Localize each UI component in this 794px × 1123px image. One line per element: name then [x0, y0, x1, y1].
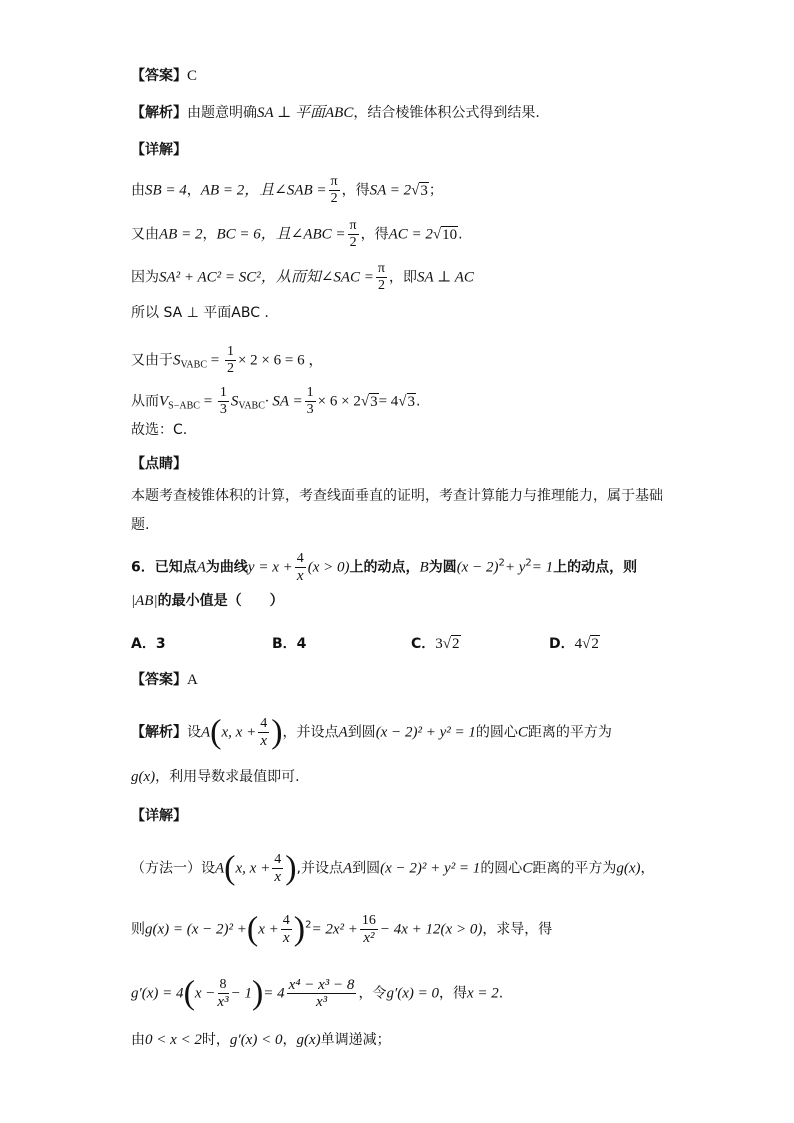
text: 又由于	[131, 352, 173, 369]
p5-detail-line1	[131, 174, 443, 207]
text: 为圆	[428, 559, 457, 576]
math: (x − 2)² + y² = 1	[375, 724, 476, 741]
math: x −	[194, 985, 216, 1002]
math: y = x +	[247, 559, 293, 576]
sqrt: √2	[582, 636, 599, 652]
p6-analysis-line2	[131, 767, 300, 787]
p5-answer-line	[131, 66, 197, 86]
p6-detail-heading	[131, 806, 187, 826]
p6-question-line1	[131, 551, 637, 584]
text: 由	[131, 1032, 145, 1048]
fraction	[348, 218, 359, 251]
text: ，得	[360, 226, 389, 243]
p6-analysis-line1: 【解析】设A(x, x + $\frac{4}{x}$ )，并设点A到圆(x − 2)² + y² = 1的圆心C距离的平方为	[131, 713, 612, 751]
numerator: 8	[219, 977, 227, 992]
p6-detail-line2: 则g(x) = (x − 2)² +(x + $\frac{4}{x}$ )$^2$= 2x² + $\frac{16}{\text{x²}}$ − 4x + 12(x > 0)，求导，得	[131, 910, 553, 948]
fraction	[329, 174, 340, 207]
numerator: 16	[361, 913, 376, 928]
math: S	[173, 352, 181, 369]
fraction	[281, 913, 292, 946]
p5-analysis-line	[131, 103, 540, 123]
p5-detail-line6: 从而$V_{S-ABC}$ = $\frac{1}{3}$ $S_{VABC}\cdot$ SA = $\frac{1}{3}$ × 6 × 2√3= 4√3.	[131, 385, 421, 417]
fraction	[225, 344, 236, 377]
text: 单调递减；	[320, 1032, 391, 1048]
p5-comment-heading	[131, 454, 187, 474]
text: 上的动点，则	[553, 559, 638, 576]
p5-detail-line2	[131, 218, 463, 251]
math: 4	[574, 636, 583, 652]
fraction	[258, 716, 269, 749]
text: ，	[186, 182, 201, 199]
numerator: π	[330, 174, 338, 189]
numerator: 4	[274, 852, 282, 867]
p6-detail-line1: （方法一）设A(x, x + $\frac{4}{x}$ ),并设点A到圆(x − 2)² + y² = 1的圆心C距离的平方为g(x)，	[131, 849, 655, 887]
math: SA ⊥ AC	[417, 269, 474, 286]
analysis-label: 【解析】	[131, 105, 187, 121]
math: · SA =	[264, 393, 303, 410]
p5-comment-line1	[131, 486, 663, 506]
math: AB = 2	[200, 182, 245, 199]
math: g(x)	[296, 1032, 321, 1048]
math: SA² + AC² = SC²	[159, 269, 261, 286]
math: × 2 × 6 = 6 ，	[237, 352, 324, 369]
math: BC = 6	[216, 226, 261, 243]
numerator: 1	[306, 385, 314, 400]
p5-answer-value: C	[187, 68, 198, 84]
denominator: 3	[219, 402, 227, 417]
math: = 2x² +	[311, 921, 358, 938]
subscript: S−ABC	[168, 400, 200, 412]
text: 为曲线	[205, 559, 248, 576]
radicand: 3	[420, 182, 428, 199]
numerator: 4	[282, 913, 290, 928]
denominator: 2	[349, 235, 357, 250]
text: 6．已知点	[131, 559, 197, 576]
text: ，令	[358, 985, 387, 1002]
sqrt: √3	[398, 393, 416, 410]
p6-detail-line3: g′(x) = 4(x − $\frac{8}{\text{x³}}$ − 1)= 4 $\frac{\text{x⁴ − x³ − 8}}{\text{x³}}$ ，令g′(x) = 0，得x = 2.	[131, 974, 504, 1012]
numerator: 4	[260, 716, 268, 731]
text: ，	[640, 860, 655, 877]
math: x +	[258, 921, 279, 938]
denominator: x	[282, 930, 290, 946]
text: 设	[187, 724, 201, 741]
analysis-label: 【解析】	[131, 724, 187, 741]
math: V	[159, 393, 169, 410]
math: |AB|	[131, 593, 158, 609]
math: (x − 2)² + y² = 1	[380, 860, 481, 877]
text: ，	[282, 1032, 297, 1048]
numerator: π	[377, 261, 385, 276]
math: A	[201, 724, 211, 741]
denominator: 2	[330, 191, 338, 206]
math: S	[230, 393, 239, 410]
math: g′(x) < 0	[229, 1032, 283, 1048]
math: x, x +	[221, 724, 257, 741]
fraction	[217, 977, 228, 1010]
text: .	[498, 985, 504, 1002]
math: − 4x + 12(x > 0)	[379, 921, 483, 938]
denominator: x	[260, 733, 268, 749]
text: 的最小值是（ ）	[157, 593, 284, 609]
fraction	[305, 385, 316, 418]
fraction	[218, 385, 229, 418]
radicand: 2	[591, 636, 599, 652]
math: B	[419, 559, 429, 576]
fraction	[272, 852, 283, 885]
math: A	[338, 724, 348, 741]
text: ；	[428, 182, 443, 199]
text: 到圆	[347, 724, 376, 741]
text: （方法一）设	[131, 860, 215, 877]
option-c-label: C．	[411, 636, 436, 652]
numerator: 4	[296, 551, 304, 566]
math: ，且∠ABC =	[260, 226, 346, 243]
math: = 4	[378, 393, 399, 410]
text: 故选：C.	[131, 422, 188, 438]
p5-detail-line5: 又由于$S_{VABC}$ = $\frac{1}{2}$ × 2 × 6 = 6 ，	[131, 344, 324, 376]
option-a	[131, 633, 166, 653]
denominator: x	[274, 869, 282, 885]
text: ,并设点	[296, 860, 343, 877]
option-c	[411, 633, 461, 653]
sqrt: √3	[411, 182, 428, 199]
p6-question-line2	[131, 591, 284, 611]
p5-detail-heading	[131, 140, 187, 160]
text: 因为	[131, 269, 159, 286]
text: 时，	[201, 1032, 230, 1048]
answer-label: 【答案】	[131, 68, 187, 84]
text: 的圆心	[480, 860, 523, 877]
subscript: VABC	[180, 359, 207, 371]
text: 所以 SA ⊥ 平面ABC .	[131, 305, 269, 321]
text: ，	[202, 226, 217, 243]
p5-detail-line7	[131, 420, 187, 440]
math: A	[196, 559, 206, 576]
math: = 1	[531, 559, 554, 576]
denominator: x³	[217, 994, 229, 1010]
fraction	[287, 977, 357, 1010]
math: (x − 2)	[456, 559, 499, 576]
text: 题.	[131, 517, 150, 533]
text: 由题意明确	[187, 105, 257, 121]
text: 从而	[131, 393, 159, 410]
text: ，求导，得	[482, 921, 553, 938]
math: g(x)	[131, 769, 156, 785]
text: 距离的平方为	[527, 724, 612, 741]
p5-detail-line4	[131, 303, 269, 323]
text: ，结合棱锥体积公式得到结果.	[353, 105, 540, 121]
math: g′(x) = 4	[131, 985, 184, 1002]
radicand: 3	[407, 393, 416, 410]
denominator: x³	[315, 994, 328, 1010]
math: × 6 × 2	[317, 393, 361, 410]
text: ，得	[439, 985, 467, 1002]
radicand: 10	[442, 226, 458, 243]
text: 本题考查棱锥体积的计算，考查线面垂直的证明，考查计算能力与推理能力，属于基础	[131, 488, 663, 504]
math: − 1	[230, 985, 252, 1002]
option-d-label: D．	[549, 636, 575, 652]
option-b-label: B．4	[272, 636, 307, 652]
text: ，即	[389, 269, 417, 286]
denominator: x²	[363, 930, 375, 946]
math: + y	[504, 559, 526, 576]
fraction	[295, 551, 306, 584]
math: g(x) = (x − 2)² +	[145, 921, 247, 938]
p6-answer-value: A	[187, 672, 198, 688]
math: AB = 2	[159, 226, 203, 243]
math: SA ⊥ 平面ABC	[257, 105, 354, 121]
math: x = 2	[467, 985, 499, 1002]
math: g(x)	[616, 860, 641, 877]
text: 到圆	[352, 860, 381, 877]
radicand: 3	[370, 393, 378, 410]
sqrt: √2	[442, 636, 460, 652]
math: C	[517, 724, 528, 741]
sqrt: √3	[360, 393, 378, 410]
math: SB = 4	[145, 182, 187, 199]
math: C	[522, 860, 533, 877]
text: .	[416, 393, 421, 410]
math: 0 < x < 2	[145, 1032, 202, 1048]
text: ，并设点	[282, 724, 339, 741]
text: 又由	[131, 226, 159, 243]
detail-label: 【详解】	[131, 142, 187, 158]
radicand: 2	[452, 636, 460, 652]
option-b	[272, 633, 306, 653]
option-d	[549, 633, 600, 653]
math: ，且∠SAB =	[244, 182, 327, 199]
fraction	[376, 261, 387, 294]
denominator: 3	[306, 402, 314, 417]
superscript: 2	[498, 557, 505, 569]
p6-answer-line	[131, 670, 198, 690]
text: 由	[131, 182, 145, 199]
fraction	[360, 913, 378, 946]
text: 距离的平方为	[532, 860, 617, 877]
math: x, x +	[235, 860, 271, 877]
numerator: x⁴ − x³ − 8	[288, 977, 355, 993]
math: SA = 2	[369, 182, 412, 199]
numerator: 1	[226, 344, 234, 359]
math: AC = 2	[388, 226, 433, 243]
text: 的圆心	[475, 724, 518, 741]
subscript: VABC	[238, 400, 265, 412]
sqrt: √10	[432, 226, 458, 243]
comment-label: 【点睛】	[131, 456, 187, 472]
text: 则	[131, 921, 145, 938]
math: (x > 0)	[307, 559, 350, 576]
math: ，从而知∠SAC =	[260, 269, 374, 286]
denominator: 2	[377, 278, 385, 293]
numerator: 1	[219, 385, 227, 400]
text: 上的动点，	[349, 559, 420, 576]
math: = 4	[263, 985, 285, 1002]
text: ，利用导数求最值即可.	[155, 769, 300, 785]
math: A	[215, 860, 225, 877]
denominator: 2	[226, 361, 234, 376]
text: .	[458, 226, 463, 243]
answer-label: 【答案】	[131, 672, 187, 688]
p5-detail-line3	[131, 261, 474, 294]
math: g′(x) = 0	[386, 985, 439, 1002]
option-a-label: A．3	[131, 636, 166, 652]
text: ，得	[341, 182, 370, 199]
math: A	[342, 860, 353, 877]
detail-label: 【详解】	[131, 808, 187, 824]
math: 3	[435, 636, 443, 652]
denominator: x	[296, 568, 304, 584]
p5-comment-line2	[131, 515, 149, 535]
p6-detail-line4	[131, 1030, 391, 1050]
superscript: 2	[525, 557, 532, 569]
numerator: π	[349, 218, 357, 233]
